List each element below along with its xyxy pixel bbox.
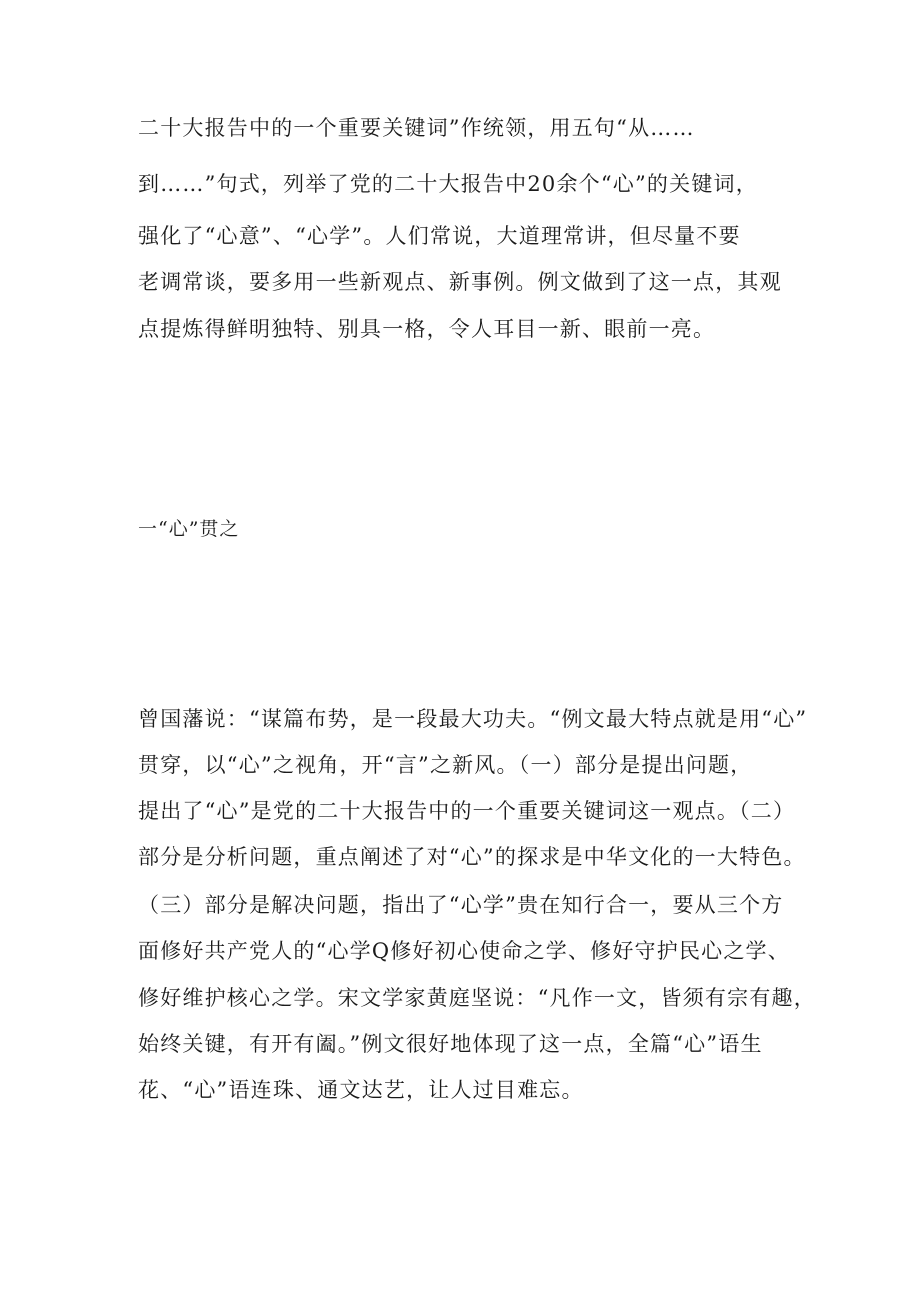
text-line: （三）部分是解决问题，指出了“心学”贵在知行合一，要从三个方 bbox=[138, 893, 784, 917]
text-line: 二十大报告中的一个重要关键词”作统领，用五句“从…… bbox=[138, 116, 695, 140]
text-line: 花、“心”语连珠、通文达艺，让人过目难忘。 bbox=[138, 1078, 584, 1102]
text-line: 曾国藩说：“谋篇布势，是一段最大功夫。“例文最大特点就是用“心” bbox=[138, 707, 808, 731]
text-line: 部分是分析问题，重点阐述了对“心”的探求是中华文化的一大特色。 bbox=[138, 845, 806, 869]
text-line: 修好维护核心之学。宋文学家黄庭坚说：“凡作一文，皆须有宗有趣， bbox=[138, 986, 816, 1010]
text-line: 到……”句式，列举了党的二十大报告中20余个“心”的关键词， bbox=[138, 172, 758, 196]
text-line: 点提炼得鲜明独特、别具一格，令人耳目一新、眼前一亮。 bbox=[138, 317, 716, 341]
section-heading: 一“心”贯之 bbox=[138, 518, 240, 540]
text-line: 老调常谈，要多用一些新观点、新事例。例文做到了这一点，其观 bbox=[138, 270, 782, 294]
text-line: 始终关键，有开有阖。”例文很好地体现了这一点，全篇“心”语生 bbox=[138, 1032, 763, 1056]
text-line: 提出了“心”是党的二十大报告中的一个重要关键词这一观点。（二） bbox=[138, 799, 796, 823]
text-line: 贯穿，以“心”之视角，开“言”之新风。（一）部分是提出问题， bbox=[138, 753, 753, 777]
text-line: 强化了“心意”、“心学”。人们常说，大道理常讲，但尽量不要 bbox=[138, 224, 741, 248]
text-line: 面修好共产党人的“心学Q修好初心使命之学、修好守护民心之学、 bbox=[138, 939, 790, 963]
